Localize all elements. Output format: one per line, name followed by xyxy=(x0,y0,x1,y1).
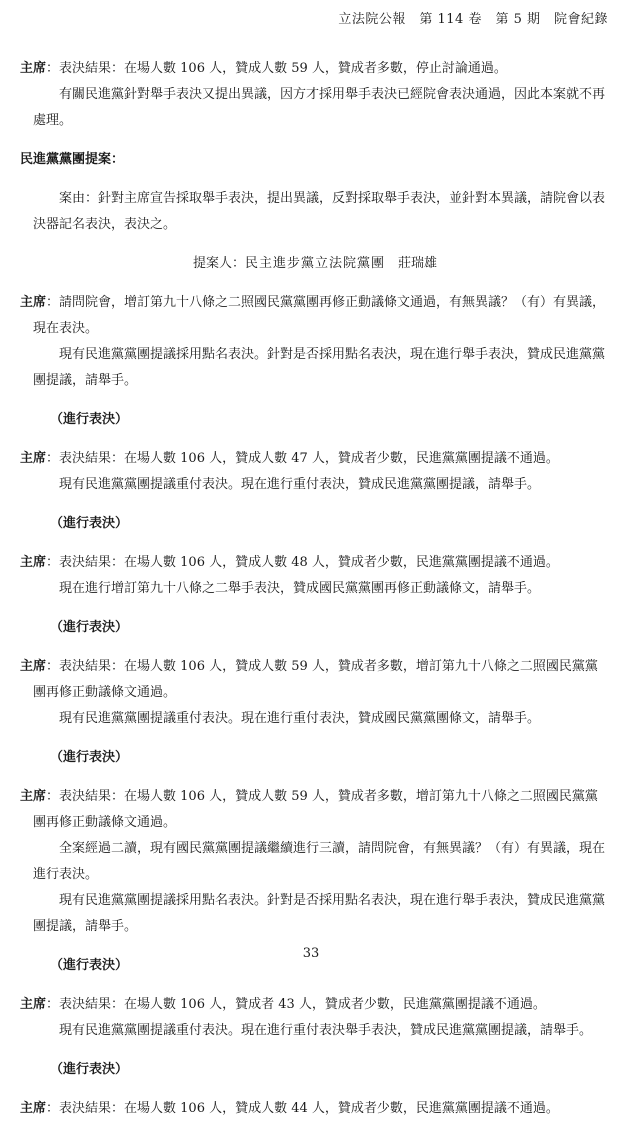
speech-text: ：表決結果：在場人數 106 人，贊成者 43 人，贊成者少數，民進黨黨團提議不通過。 xyxy=(46,997,546,1012)
speaker-label: 主席 xyxy=(20,997,47,1012)
speech-paragraph xyxy=(20,550,610,576)
vote-marker: （進行表決） xyxy=(50,958,129,973)
vote-marker: （進行表決） xyxy=(50,1062,129,1077)
speech-text: ：表決結果：在場人數 106 人，贊成人數 59 人，贊成者多數，停止討論通過。 xyxy=(46,61,507,76)
body-paragraph: 現在進行增訂第九十八條之二舉手表決，贊成國民黨黨團再修正動議條文，請舉手。 xyxy=(59,581,541,596)
speech-paragraph xyxy=(20,446,610,472)
speech-paragraph xyxy=(20,56,610,82)
speech-paragraph xyxy=(20,992,610,1018)
body-paragraph: 現有民進黨黨團提議重付表決。現在進行重付表決舉手表決，贊成民進黨黨團提議，請舉手。 xyxy=(59,1023,593,1038)
speech-paragraph xyxy=(20,1096,610,1122)
proposer-name: 莊瑞雄 xyxy=(398,256,438,271)
vote-marker: （進行表決） xyxy=(50,412,129,427)
proposer-line xyxy=(20,251,610,277)
speech-paragraph xyxy=(20,290,610,342)
speaker-label: 主席 xyxy=(20,789,47,804)
proposer-label: 提案人： xyxy=(192,256,245,271)
section-heading: 民進黨黨團提案： xyxy=(20,152,125,167)
speech-text: ：請問院會，增訂第九十八條之二照國民黨黨團再修正動議條文通過，有無異議？（有）有異議，現在表決。 xyxy=(33,295,606,336)
vote-marker: （進行表決） xyxy=(50,750,129,765)
speech-text: ：表決結果：在場人數 106 人，贊成人數 48 人，贊成者少數，民進黨黨團提議不通過。 xyxy=(46,555,559,570)
speaker-label: 主席 xyxy=(20,1101,47,1116)
speaker-label: 主席 xyxy=(20,555,47,570)
speech-text: ：表決結果：在場人數 106 人，贊成人數 47 人，贊成者少數，民進黨黨團提議不通過。 xyxy=(46,451,559,466)
speech-text: ：表決結果：在場人數 106 人，贊成人數 59 人，贊成者多數，增訂第九十八條之二照國民黨黨團再修正動議條文通過。 xyxy=(33,659,598,700)
speech-paragraph xyxy=(20,654,610,706)
body-paragraph: 現有民進黨黨團提議重付表決。現在進行重付表決，贊成國民黨黨團條文，請舉手。 xyxy=(59,711,541,726)
speaker-label: 主席 xyxy=(20,295,47,310)
speaker-label: 主席 xyxy=(20,451,47,466)
body-paragraph: 現有民進黨黨團提議重付表決。現在進行重付表決，贊成民進黨黨團提議，請舉手。 xyxy=(59,477,541,492)
speech-paragraph xyxy=(20,784,610,836)
speaker-label: 主席 xyxy=(20,659,47,674)
body-paragraph: 全案經過二讀，現有國民黨黨團提議繼續進行三讀，請問院會，有無異議？（有）有異議，現在進行表決。 xyxy=(33,841,606,882)
speaker-label: 主席 xyxy=(20,61,47,76)
body-paragraph: 現有民進黨黨團提議採用點名表決。針對是否採用點名表決，現在進行舉手表決，贊成民進黨黨團提議，請舉手。 xyxy=(33,893,606,934)
page-header: 立法院公報 第 114 卷 第 5 期 院會紀錄 xyxy=(338,12,608,27)
body-paragraph: 現有民進黨黨團提議採用點名表決。針對是否採用點名表決，現在進行舉手表決，贊成民進黨黨團提議，請舉手。 xyxy=(33,347,606,388)
body-paragraph: 案由：針對主席宣告採取舉手表決，提出異議，反對採取舉手表決，並針對本異議，請院會以表決器記名表決，表決之。 xyxy=(33,191,606,232)
document-body xyxy=(20,56,610,1122)
page-number: 33 xyxy=(302,946,320,961)
speech-text: ：表決結果：在場人數 106 人，贊成人數 59 人，贊成者多數，增訂第九十八條之二照國民黨黨團再修正動議條文通過。 xyxy=(33,789,598,830)
vote-marker: （進行表決） xyxy=(50,516,129,531)
speech-text: ：表決結果：在場人數 106 人，贊成人數 44 人，贊成者少數，民進黨黨團提議不通過。 xyxy=(46,1101,559,1116)
body-paragraph: 有關民進黨針對舉手表決又提出異議，因方才採用舉手表決已經院會表決通過，因此本案就不再處理。 xyxy=(33,87,606,128)
proposer-party: 民主進步黨立法院黨團 xyxy=(244,256,385,271)
vote-marker: （進行表決） xyxy=(50,620,129,635)
